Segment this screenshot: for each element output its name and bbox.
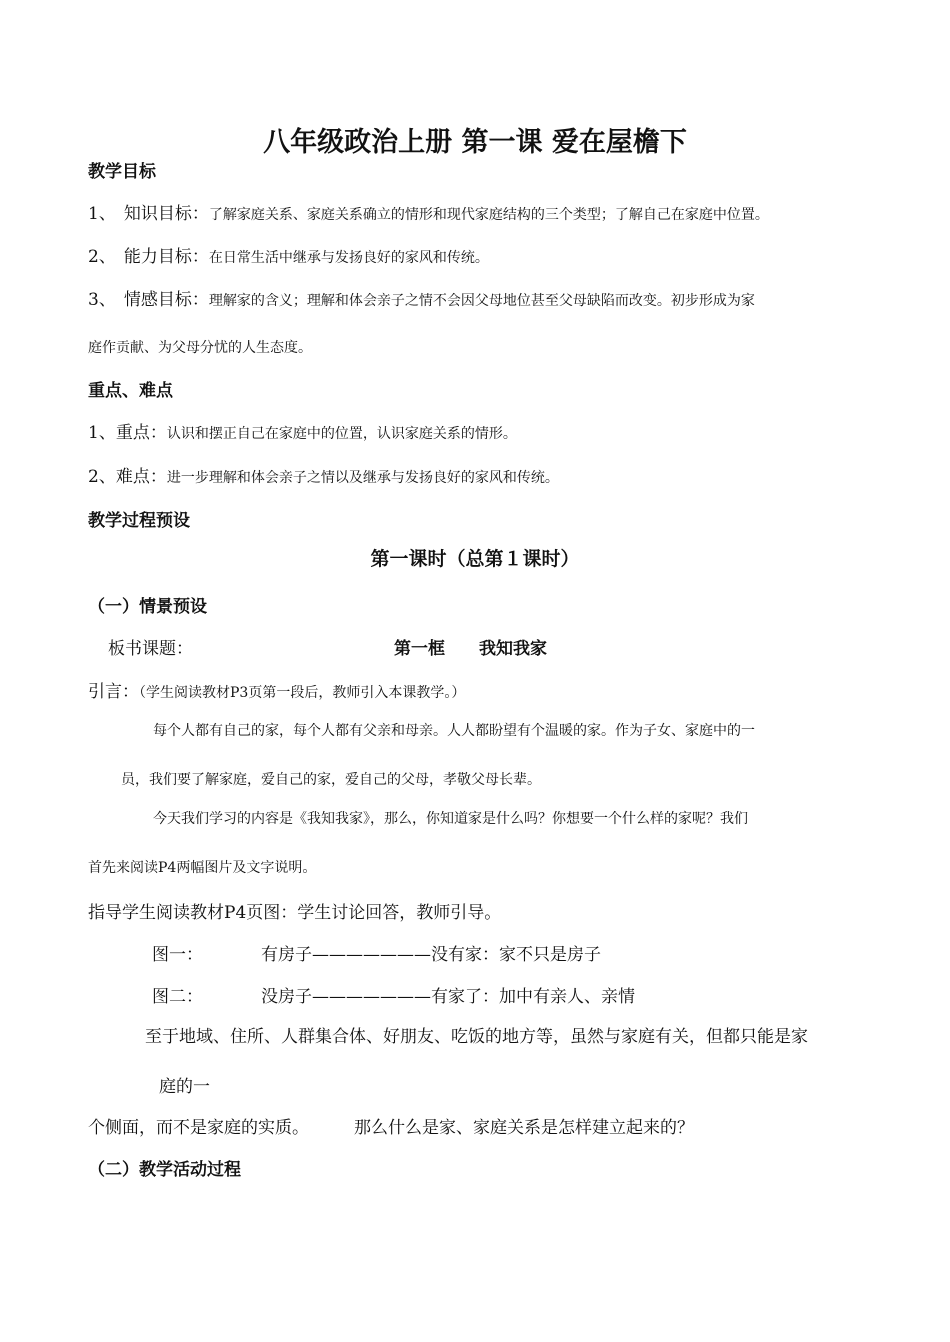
lesson-title: 第一课时（总第１课时）	[370, 548, 580, 570]
figure-1-label: 图一：	[152, 945, 203, 965]
guide-line: 指导学生阅读教材P4页图：学生讨论回答，教师引导。	[88, 903, 502, 923]
keypoint-text: 进一步理解和体会亲子之情以及继承与发扬良好的家风和传统。	[166, 470, 559, 486]
keypoints-heading: 重点、难点	[88, 381, 173, 401]
objective-label: 情感目标：	[123, 290, 209, 310]
objective-item-3	[88, 285, 755, 310]
document-title: 八年级政治上册 第一课 爱在屋檐下	[263, 127, 687, 158]
objective-num: 2、	[88, 247, 116, 267]
paragraph-1-line-2: 员，我们要了解家庭，爱自己的家，爱自己的父母，孝敬父母长辈。	[121, 772, 541, 788]
intro-note: （学生阅读教材P3页第一段后，教师引入本课教学。）	[139, 685, 466, 701]
figure-2-label: 图二：	[152, 987, 203, 1007]
objective-label: 知识目标：	[123, 204, 209, 224]
paragraph-3-line-2: 庭的一	[159, 1077, 210, 1097]
keypoint-label: 2、难点：	[88, 467, 167, 487]
objective-num: 1、	[88, 204, 116, 224]
objective-text: 在日常生活中继承与发扬良好的家风和传统。	[208, 250, 489, 266]
keypoint-text: 认识和摆正自己在家庭中的位置，认识家庭关系的情形。	[166, 426, 517, 442]
board-label: 板书课题：	[108, 639, 193, 659]
process-heading: 教学过程预设	[88, 511, 190, 531]
objective-text: 了解家庭关系、家庭关系确立的情形和现代家庭结构的三个类型；了解自己在家庭中位置。	[208, 207, 769, 223]
keypoint-label: 1、重点：	[88, 423, 167, 443]
paragraph-2-line-1: 今天我们学习的内容是《我知我家》，那么，你知道家是什么吗？你想要一个什么样的家呢？我们	[153, 811, 748, 827]
paragraph-1-line-1: 每个人都有自己的家，每个人都有父亲和母亲。人人都盼望有个温暖的家。作为子女、家庭中的一	[153, 723, 755, 739]
objective-item-3-continuation: 庭作贡献、为父母分忧的人生态度。	[88, 340, 312, 356]
objective-item-1	[88, 199, 769, 224]
section-heading-1: （一）情景预设	[88, 597, 207, 617]
paragraph-3-line-3: 个侧面，而不是家庭的实质。	[88, 1118, 309, 1138]
section-heading-2: （二）教学活动过程	[88, 1160, 241, 1180]
keypoint-item-2	[88, 462, 559, 487]
objective-text: 理解家的含义；理解和体会亲子之情不会因父母地位甚至父母缺陷而改变。初步形成为家	[208, 293, 755, 309]
intro-line	[88, 677, 465, 702]
objective-num: 3、	[88, 290, 116, 310]
paragraph-3-question: 那么什么是家、家庭关系是怎样建立起来的？	[354, 1118, 694, 1138]
keypoint-item-1	[88, 418, 517, 443]
objective-label: 能力目标：	[123, 247, 209, 267]
figure-1-text: 有房子———————没有家：家不只是房子	[261, 945, 601, 965]
objective-item-2	[88, 242, 489, 267]
board-title: 第一框 我知我家	[394, 639, 547, 659]
objectives-heading: 教学目标	[88, 162, 156, 182]
intro-label: 引言：	[88, 682, 139, 702]
figure-2-text: 没房子———————有家了：加中有亲人、亲情	[261, 987, 635, 1007]
paragraph-3-line-1: 至于地域、住所、人群集合体、好朋友、吃饭的地方等，虽然与家庭有关，但都只能是家	[145, 1027, 808, 1047]
paragraph-2-line-2: 首先来阅读P4两幅图片及文字说明。	[88, 860, 317, 876]
